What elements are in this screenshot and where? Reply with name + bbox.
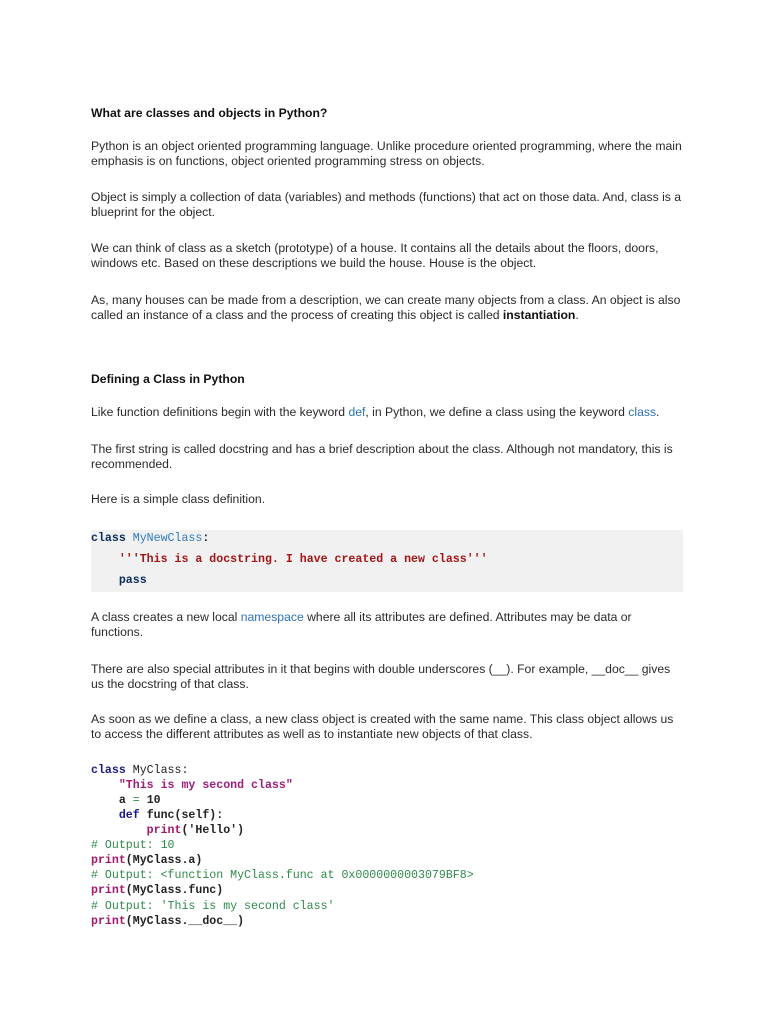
paragraph-simple-definition: Here is a simple class definition.: [91, 492, 266, 506]
namespace-text-a: A class creates a new local: [91, 610, 241, 624]
code-args: (MyClass.func): [125, 884, 224, 897]
paragraph-docstring: The first string is called docstring and has a brief description about the class. Although not mandatory, this is recommended.: [91, 442, 673, 471]
code-line: [91, 824, 244, 837]
code-line: [91, 809, 223, 822]
namespace-text-b: where all its attributes are defined. Attributes may be data or functions.: [91, 610, 632, 639]
code-print: print: [146, 824, 182, 837]
code-line: [91, 854, 202, 867]
namespace-link[interactable]: namespace: [240, 610, 304, 624]
code-line: [91, 574, 147, 587]
class-link[interactable]: class: [628, 405, 657, 419]
code-line: [91, 884, 223, 897]
paragraph-keyword: [91, 405, 683, 420]
paragraph-special-attributes: There are also special attributes in it that begins with double underscores (__). For example, __doc__ gives us the docstring of that class.: [91, 662, 671, 691]
code-comment: # Output: 'This is my second class': [91, 900, 335, 913]
instantiation-period: .: [575, 308, 579, 322]
code-comment: # Output: 10: [91, 839, 175, 852]
code-line: [91, 794, 161, 807]
paragraph-intro: Python is an object oriented programming language. Unlike procedure oriented programming, where the main emphasis is on functions, object oriented programming stress on objects.: [91, 139, 682, 168]
code-line: [91, 764, 188, 777]
keyword-text-b: , in Python, we define a class using the keyword: [365, 405, 629, 419]
code-colon: :: [202, 532, 210, 545]
paragraph-instantiation: [91, 293, 683, 323]
code-docstring: '''This is a docstring. I have created a new class''': [118, 553, 488, 566]
code-print: print: [91, 854, 126, 867]
code-line: [91, 869, 474, 882]
instantiation-text: As, many houses can be made from a description, we can create many objects from a class. An object is also called an instance of a class and the process of creating this object is called: [91, 293, 681, 322]
code-print: print: [91, 915, 126, 928]
code-operator: =: [132, 794, 140, 807]
paragraph-namespace: [91, 610, 683, 640]
heading-classes-objects: What are classes and objects in Python?: [91, 106, 328, 120]
code-line: [91, 839, 175, 852]
code-pass: pass: [118, 574, 147, 587]
code-docstring: "This is my second class": [118, 779, 293, 792]
code-line: [91, 900, 335, 913]
code-class-decl: MyClass:: [132, 764, 189, 777]
code-block-simple-class: [91, 530, 683, 592]
code-keyword: def: [118, 809, 140, 822]
code-line: [91, 779, 293, 792]
code-line: [91, 915, 244, 928]
keyword-text-c: .: [656, 405, 660, 419]
code-args: (MyClass.__doc__): [125, 915, 245, 928]
heading-defining-class: Defining a Class in Python: [91, 372, 245, 386]
keyword-text-a: Like function definitions begin with the keyword: [91, 405, 349, 419]
code-args: ('Hello'): [181, 824, 245, 837]
code-line: [91, 532, 209, 545]
def-link[interactable]: def: [348, 405, 366, 419]
instantiation-term: instantiation: [502, 308, 576, 322]
code-args: (MyClass.a): [125, 854, 203, 867]
code-keyword: class: [91, 532, 126, 545]
code-var: a: [118, 794, 126, 807]
paragraph-object-definition: Object is simply a collection of data (variables) and methods (functions) that act on those data. And, class is a blueprint for the object.: [91, 190, 682, 219]
code-comment: # Output: <function MyClass.func at 0x0000000003079BF8>: [91, 869, 474, 882]
code-number: 10: [146, 794, 161, 807]
code-line: [91, 553, 488, 566]
code-class-name: MyNewClass: [132, 532, 203, 545]
code-keyword: class: [91, 764, 126, 777]
paragraph-house-analogy: We can think of class as a sketch (prototype) of a house. It contains all the details about the floors, doors, windows etc. Based on these descriptions we build the house. House is the object.: [91, 241, 659, 270]
paragraph-class-object: As soon as we define a class, a new class object is created with the same name. This class object allows us to access the different attributes as well as to instantiate new objects of that class.: [91, 712, 674, 741]
code-func-decl: func(self):: [146, 809, 224, 822]
code-print: print: [91, 884, 126, 897]
